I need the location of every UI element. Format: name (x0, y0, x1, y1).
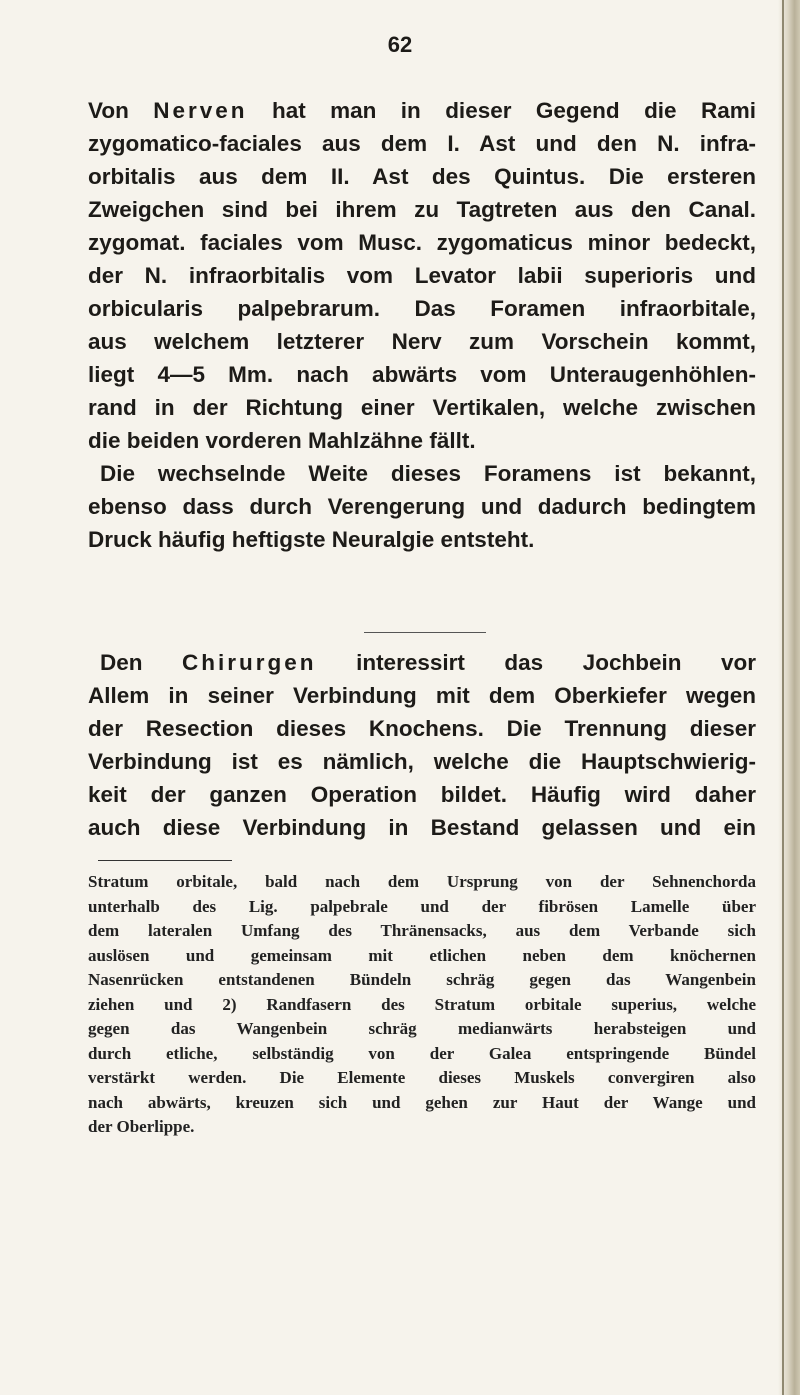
text-line: orbicularis palpebrarum. Das Foramen infraorbitale, (88, 296, 756, 321)
text-line: Den Chirurgen interessirt das Jochbein vor (100, 650, 756, 675)
text-line: ebenso dass durch Verengerung und dadurch bedingtem (88, 494, 756, 519)
text-line: auch diese Verbindung in Bestand gelassen und ein (88, 815, 756, 840)
section-nerves (88, 94, 756, 556)
text-line: keit der ganzen Operation bildet. Häufig wird daher (88, 782, 756, 807)
text-line: Von Nerven hat man in dieser Gegend die Rami (88, 98, 757, 123)
page-number: 62 (387, 32, 413, 57)
footnote-line: nach abwärts, kreuzen sich und gehen zur Haut der Wange und (88, 1092, 756, 1112)
section-surgeons (88, 646, 756, 844)
text-line: Die wechselnde Weite dieses Foramens ist bekannt, (100, 461, 756, 486)
footnote-line: der Oberlippe. (88, 1117, 195, 1136)
text-line: Allem in seiner Verbindung mit dem Oberkiefer wegen (88, 683, 756, 708)
text-line: Verbindung ist es nämlich, welche die Hauptschwierig- (88, 749, 756, 774)
footnote-line: dem lateralen Umfang des Thränensacks, aus dem Verbande sich (88, 921, 756, 940)
footnote-line: Stratum orbitale, bald nach dem Ursprung von der Sehnenchorda (88, 872, 756, 891)
footnote-rule (98, 860, 232, 861)
page-edge-line (782, 0, 784, 1395)
emphasis-nerven: Nerven (153, 98, 248, 123)
footnote-line: gegen das Wangenbein schräg medianwärts herabsteigen und (88, 1019, 756, 1038)
text-line: orbitalis aus dem II. Ast des Quintus. Die ersteren (88, 164, 756, 189)
emphasis-chirurgen: Chirurgen (182, 650, 317, 675)
text-line: der N. infraorbitalis vom Levator labii superioris und (88, 263, 756, 288)
text-line: Zweigchen sind bei ihrem zu Tagtreten aus den Canal. (88, 197, 756, 222)
text-line: liegt 4—5 Mm. nach abwärts vom Unteraugenhöhlen- (88, 362, 756, 387)
footnote-line: verstärkt werden. Die Elemente dieses Muskels convergiren also (88, 1068, 756, 1087)
footnote-line: durch etliche, selbständig von der Galea entspringende Bündel (88, 1043, 756, 1063)
text-line: der Resection dieses Knochens. Die Trennung dieser (88, 716, 756, 741)
text-line: rand in der Richtung einer Vertikalen, welche zwischen (88, 395, 756, 420)
text-line: zygomat. faciales vom Musc. zygomaticus minor bedeckt, (88, 230, 756, 255)
text-line: aus welchem letzterer Nerv zum Vorschein kommt, (88, 329, 756, 354)
footnote-line: unterhalb des Lig. palpebrale und der fibrösen Lamelle über (88, 896, 756, 916)
footnote (88, 870, 756, 1140)
text-line: zygomatico-faciales aus dem I. Ast und den N. infra- (88, 131, 756, 156)
footnote-line: Nasenrücken entstandenen Bündeln schräg gegen das Wangenbein (88, 970, 756, 989)
footnote-line: auslösen und gemeinsam mit etlichen neben dem knöchernen (88, 945, 756, 965)
text-line: Druck häufig heftigste Neuralgie entsteht. (88, 527, 535, 552)
footnote-line: ziehen und 2) Randfasern des Stratum orbitale superius, welche (88, 994, 756, 1014)
section-divider (364, 632, 486, 633)
text-line: die beiden vorderen Mahlzähne fällt. (88, 428, 476, 453)
